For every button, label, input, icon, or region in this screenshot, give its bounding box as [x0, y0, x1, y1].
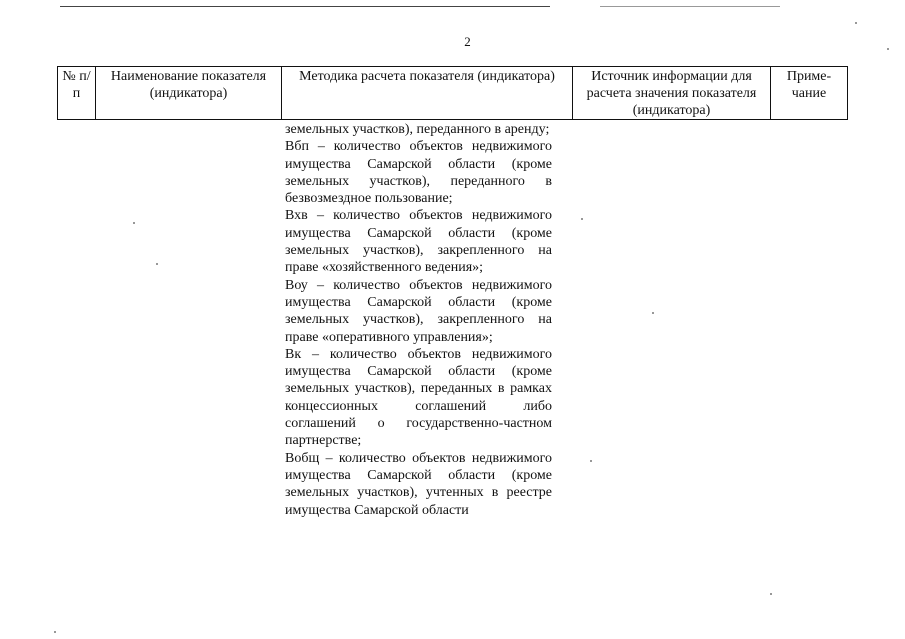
scan-speck: [887, 48, 889, 50]
top-scan-rule: [60, 6, 550, 7]
indicator-table-header: [57, 66, 848, 120]
header-number: № п/п: [58, 67, 96, 120]
method-paragraph: Воу – количество объектов недвижимого имущества Самарской области (кроме земельных участков), закрепленного на праве «оперативного управления»;: [285, 277, 552, 345]
scan-speck: [590, 460, 592, 462]
scan-speck: [133, 222, 135, 224]
calculation-method-text: [285, 121, 552, 519]
page-number: 2: [464, 34, 471, 49]
scan-speck: [652, 312, 654, 314]
header-information-source: Источник информации для расчета значения показателя (индикатора): [573, 67, 771, 120]
scan-speck: [54, 631, 56, 633]
scan-speck: [156, 263, 158, 265]
scan-speck: [855, 22, 857, 24]
header-row: [58, 67, 848, 120]
scan-speck: [581, 218, 583, 220]
header-note: Приме-чание: [771, 67, 848, 120]
method-paragraph: земельных участков), переданного в аренду;: [285, 122, 550, 137]
method-paragraph: Вобщ – количество объектов недвижимого имущества Самарской области (кроме земельных участков), учтенных в реестре имущества Самарской области: [285, 450, 552, 518]
header-calculation-method: Методика расчета показателя (индикатора): [282, 67, 573, 120]
scan-speck: [770, 593, 772, 595]
top-scan-rule-right: [600, 6, 780, 7]
method-paragraph: Вбп – количество объектов недвижимого имущества Самарской области (кроме земельных участков), переданного в безвозмездное пользование;: [285, 139, 552, 207]
method-paragraph: Вхв – количество объектов недвижимого имущества Самарской области (кроме земельных участков), закрепленного на праве «хозяйственного ведения»;: [285, 208, 552, 276]
header-indicator-name: Наименование показателя (индикатора): [96, 67, 282, 120]
method-paragraph: Вк – количество объектов недвижимого имущества Самарской области (кроме земельных участков), переданных в рамках концессионных соглашений либо соглашений о государственно-частном партнерстве;: [285, 346, 552, 449]
